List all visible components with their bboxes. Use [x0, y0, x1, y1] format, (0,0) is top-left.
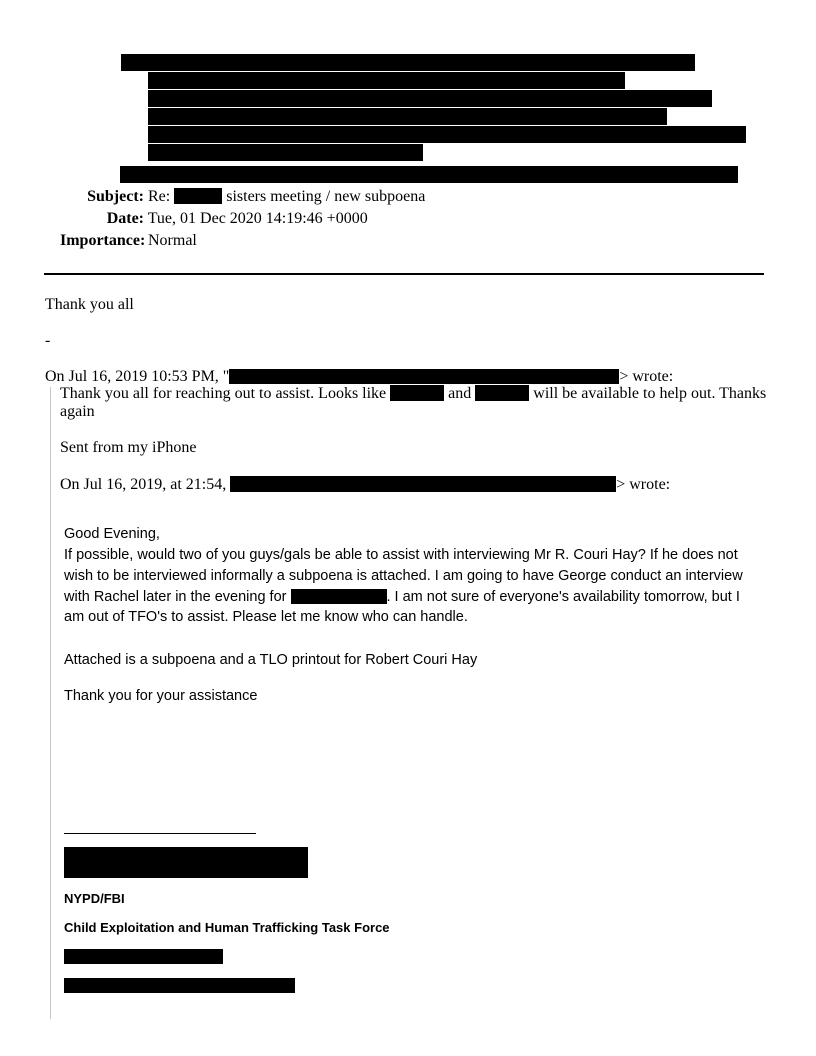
- inner-greeting: Good Evening,: [64, 526, 160, 542]
- subject-redaction: [174, 188, 222, 204]
- quote-text-line-1: [60, 385, 766, 403]
- inner-line-1: If possible, would two of you guys/gals be able to assist with interviewing Mr R. Couri Hay? If he does not: [64, 547, 738, 563]
- redaction-to-line-1: [148, 72, 625, 89]
- inner-line-3-prefix: with Rachel later in the evening for: [64, 589, 287, 605]
- importance-row: [60, 232, 197, 250]
- quote-redaction-name-2: [475, 385, 529, 401]
- signature-phone-redaction: [64, 949, 223, 964]
- redaction-from-line: [121, 54, 695, 71]
- inner-line-4: am out of TFO's to assist. Please let me know who can handle.: [64, 609, 468, 625]
- quote-text-and: and: [448, 385, 472, 402]
- quote-bar: [50, 387, 51, 1019]
- date-row: [60, 210, 368, 228]
- subject-row: [60, 188, 425, 206]
- quote-text-line-2: again: [60, 403, 95, 420]
- inner-line-2: wish to be interviewed informally a subpoena is attached. I am going to have George conduct an interview: [64, 568, 743, 584]
- signature-name-redaction: [64, 847, 308, 878]
- attribution-2-redaction: [230, 476, 616, 492]
- date-value: Tue, 01 Dec 2020 14:19:46 +0000: [147, 210, 368, 227]
- quote-attribution-2: [60, 476, 670, 494]
- quote-attribution-1: [45, 368, 673, 386]
- subject-label: Subject:: [87, 188, 144, 205]
- signature-task-force: Child Exploitation and Human Trafficking Task Force: [64, 920, 390, 935]
- redaction-cc-line: [120, 166, 738, 183]
- quote-redaction-name-1: [390, 385, 444, 401]
- attribution-2-prefix: On Jul 16, 2019, at 21:54,: [60, 476, 227, 493]
- inner-date-redaction: [291, 589, 387, 604]
- attribution-1-suffix: > wrote:: [619, 368, 674, 385]
- quote-text-1b: will be available to help out. Thanks: [533, 385, 767, 402]
- quote-text-1a: Thank you all for reaching out to assist. Looks like: [60, 385, 387, 402]
- reply-text: Thank you all: [45, 296, 134, 313]
- inner-thanks: Thank you for your assistance: [64, 688, 258, 704]
- attribution-2-suffix: > wrote:: [616, 476, 671, 493]
- inner-line-3-suffix: . I am not sure of everyone's availability tomorrow, but I: [386, 589, 740, 605]
- redaction-to-line-2: [148, 90, 712, 107]
- signature-divider: [64, 833, 256, 834]
- inner-attached: Attached is a subpoena and a TLO printout for Robert Couri Hay: [64, 652, 478, 668]
- subject-prefix: Re:: [148, 188, 171, 205]
- sent-from: Sent from my iPhone: [60, 439, 197, 456]
- redaction-to-line-5: [148, 144, 423, 161]
- signature-email-redaction: [64, 978, 295, 993]
- importance-label: Importance:: [60, 232, 146, 249]
- subject-text: sisters meeting / new subpoena: [226, 188, 426, 205]
- date-label: Date:: [106, 210, 144, 227]
- redaction-to-line-4: [148, 126, 746, 143]
- dash-line: -: [45, 332, 51, 349]
- header-divider: [44, 273, 764, 275]
- importance-value: Normal: [148, 232, 197, 249]
- attribution-1-prefix: On Jul 16, 2019 10:53 PM, ": [45, 368, 230, 385]
- attribution-1-redaction: [229, 369, 619, 384]
- signature-org: NYPD/FBI: [64, 891, 125, 906]
- redaction-to-line-3: [148, 108, 667, 125]
- inner-line-3: [64, 587, 740, 607]
